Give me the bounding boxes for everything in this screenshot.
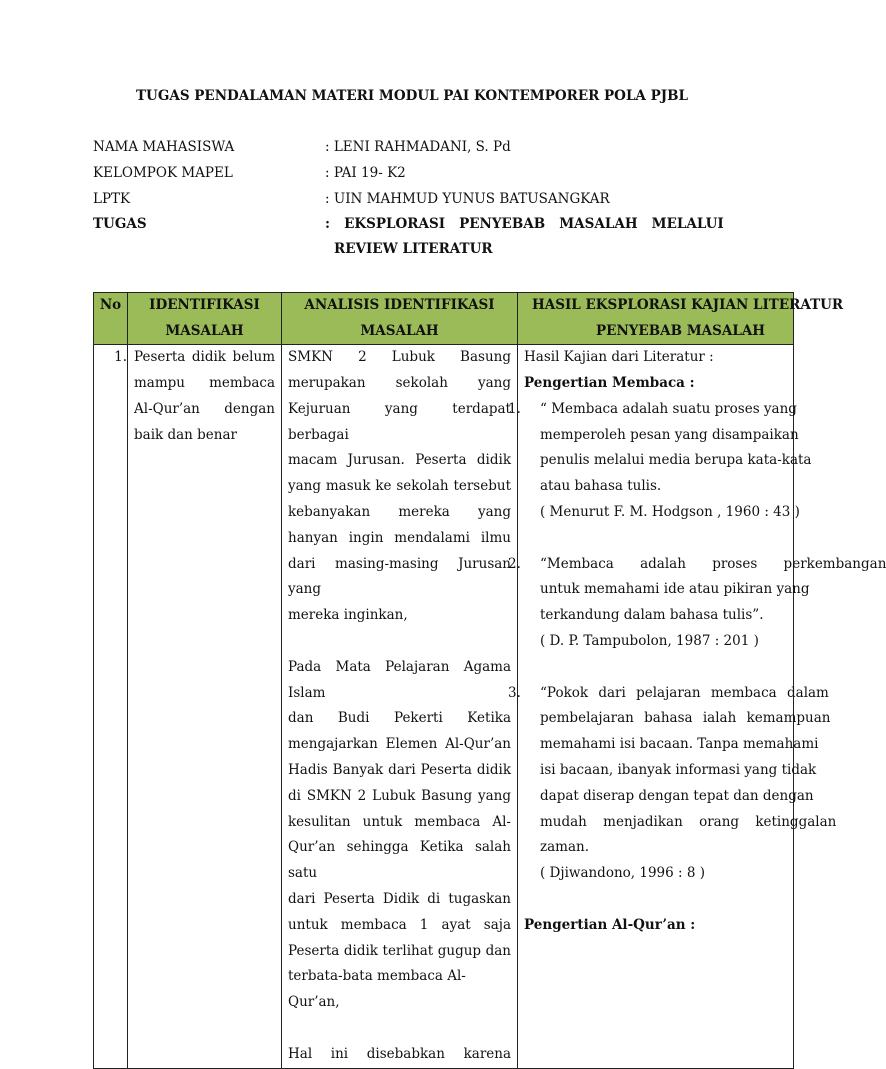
cell-identifikasi xyxy=(128,345,282,1068)
text-line: hanyan ingin mendalami ilmu xyxy=(288,529,511,546)
header-hasil: HASIL EKSPLORASI KAJIAN LITERATUR PENYEBAB MASALAH xyxy=(518,293,794,345)
text-line: “ Membaca adalah suatu proses yang xyxy=(540,400,797,417)
info-value-continued: REVIEW LITERATUR xyxy=(334,241,493,257)
cell-hasil xyxy=(508,345,886,1068)
text-line: terbata-bata membaca Al-Qur’an, xyxy=(288,968,466,1011)
info-label: NAMA MAHASISWA xyxy=(93,139,235,155)
info-label: TUGAS xyxy=(93,216,147,232)
text-line: memahami isi bacaan. Tanpa memahami xyxy=(540,736,819,753)
text-line: mudah menjadikan orang ketinggalan xyxy=(540,813,837,830)
text-line: SMKN 2 Lubuk Basung xyxy=(288,349,511,366)
text-line: Hasil Kajian dari Literatur : xyxy=(524,349,714,366)
text-line: Qur’an sehingga Ketika salah satu xyxy=(288,839,511,882)
list-item: 3. “Pokok dari pelajaran membaca dalam pembelajaran bahasa ialah kemampuan memahami isi bacaan. Tanpa memahami isi bacaan, ibanyak informasi yang tidak dapat diserap dengan tepat dan dengan mudah menjadikan orang ketinggalan zaman. ( Djiwandono, 1996 : 8 ) xyxy=(524,681,787,887)
header-analisis: ANALISIS IDENTIFIKASI MASALAH xyxy=(282,293,518,345)
text-line: “Pokok dari pelajaran membaca dalam xyxy=(540,684,829,701)
text-line: kesulitan untuk membaca Al- xyxy=(288,813,511,830)
text-line: Peserta didik belum xyxy=(134,349,275,366)
info-value: : UIN MAHMUD YUNUS BATUSANGKAR xyxy=(325,191,610,207)
analysis-table xyxy=(93,292,886,1069)
citation: ( Djiwandono, 1996 : 8 ) xyxy=(540,865,705,882)
info-value: : LENI RAHMADANI, S. Pd xyxy=(325,139,511,155)
text-line: macam Jurusan. Peserta didik xyxy=(288,452,511,469)
header-no: No xyxy=(94,293,128,345)
text-line: mampu membaca xyxy=(134,374,275,391)
text-line: dari Peserta Didik di tugaskan xyxy=(288,890,511,907)
text-line: dan Budi Pekerti Ketika xyxy=(288,710,511,727)
text-line: penulis melalui media berupa kata-kata xyxy=(540,452,812,469)
text-line: baik dan benar xyxy=(134,426,237,443)
text-line: pembelajaran bahasa ialah kemampuan xyxy=(540,710,831,727)
text-line: atau bahasa tulis. xyxy=(540,478,662,495)
document-title: TUGAS PENDALAMAN MATERI MODUL PAI KONTEMPORER POLA PJBL xyxy=(136,88,689,104)
text-line: mereka inginkan, xyxy=(288,607,408,624)
section-heading: Pengertian Al-Qur’an : xyxy=(524,916,696,933)
text-line: untuk memahami ide atau pikiran yang xyxy=(540,581,810,598)
text-line: untuk membaca 1 ayat saja xyxy=(288,916,511,933)
text-line: memperoleh pesan yang disampaikan xyxy=(540,426,799,443)
cell-analisis xyxy=(282,345,518,1068)
text-line: kebanyakan mereka yang xyxy=(288,503,511,520)
info-value: : PAI 19- K2 xyxy=(325,165,406,181)
list-item: 2. “Membaca adalah proses perkembangan untuk memahami ide atau pikiran yang terkandung dalam bahasa tulis”. ( D. P. Tampubolon, 1987 : 201 ) xyxy=(524,552,787,655)
citation: ( D. P. Tampubolon, 1987 : 201 ) xyxy=(540,632,759,649)
section-heading: Pengertian Membaca : xyxy=(524,374,695,391)
text-line: terkandung dalam bahasa tulis”. xyxy=(540,607,764,624)
text-line: dari masing-masing Jurusan yang xyxy=(288,555,511,598)
text-line: Kejuruan yang terdapat berbagai xyxy=(288,400,511,443)
citation: ( Menurut F. M. Hodgson , 1960 : 43 ) xyxy=(540,503,800,520)
info-value: : EKSPLORASI PENYEBAB MASALAH MELALUI xyxy=(325,216,724,232)
text-line: dapat diserap dengan tepat dan dengan xyxy=(540,787,814,804)
text-line: mengajarkan Elemen Al-Qur’an xyxy=(288,736,511,753)
text-line: zaman. xyxy=(540,839,589,856)
text-line: Hal ini disebabkan karena xyxy=(288,1045,511,1062)
text-line: Peserta didik terlihat gugup dan xyxy=(288,942,511,959)
table-row xyxy=(94,345,794,1068)
text-line: yang masuk ke sekolah tersebut xyxy=(288,478,511,495)
text-line: Al-Qur’an dengan xyxy=(134,400,275,417)
text-line: “Membaca adalah proses perkembangan xyxy=(540,555,886,572)
text-line: Pada Mata Pelajaran Agama Islam xyxy=(288,658,511,701)
header-identifikasi: IDENTIFIKASI MASALAH xyxy=(128,293,282,345)
text-line: merupakan sekolah yang xyxy=(288,374,511,391)
row-number: 1. xyxy=(94,345,128,1068)
table-header-row xyxy=(94,293,794,345)
text-line: di SMKN 2 Lubuk Basung yang xyxy=(288,787,511,804)
list-item: 1. “ Membaca adalah suatu proses yang memperoleh pesan yang disampaikan penulis melalui media berupa kata-kata atau bahasa tulis. ( Menurut F. M. Hodgson , 1960 : 43 ) xyxy=(524,397,787,526)
text-line: Hadis Banyak dari Peserta didik xyxy=(288,761,511,778)
info-label: LPTK xyxy=(93,191,131,207)
info-label: KELOMPOK MAPEL xyxy=(93,165,233,181)
text-line: isi bacaan, ibanyak informasi yang tidak xyxy=(540,761,817,778)
